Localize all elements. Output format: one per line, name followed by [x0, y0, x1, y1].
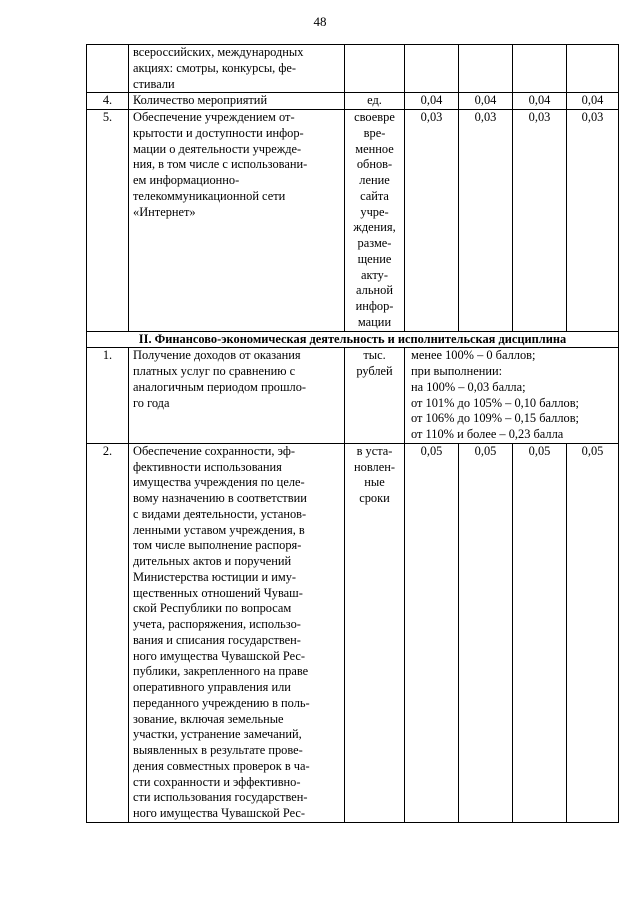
- section-header-row: [87, 331, 619, 348]
- value-cell: 0,05: [513, 443, 567, 822]
- value-cell: 0,05: [459, 443, 513, 822]
- section-title: II. Финансово-экономическая деятельность и исполнительская дисциплина: [87, 331, 619, 348]
- criterion-text: всероссийских, международных акциях: смотры, конкурсы, фе- стивали: [129, 45, 345, 93]
- value-cell: 0,05: [405, 443, 459, 822]
- table-row: [87, 110, 619, 332]
- unit-cell: [345, 45, 405, 93]
- row-number: 4.: [87, 93, 129, 110]
- table-row: [87, 45, 619, 93]
- criterion-text: Обеспечение учреждением от- крытости и доступности инфор- мации о деятельности учрежде- ния, в том числе с использовани- ем информационно- телекоммуникационной сети «Интернет»: [129, 110, 345, 332]
- value-cell: 0,03: [405, 110, 459, 332]
- value-cell: 0,04: [513, 93, 567, 110]
- table-row: [87, 443, 619, 822]
- table-row: [87, 348, 619, 444]
- value-cell: [513, 45, 567, 93]
- value-cell: 0,03: [513, 110, 567, 332]
- criteria-table: [86, 44, 619, 823]
- unit-cell: своевре вре- менное обнов- ление сайта учре- ждения, разме- щение акту- альной инфор- мации: [345, 110, 405, 332]
- value-cell: [405, 45, 459, 93]
- criterion-text: Получение доходов от оказания платных услуг по сравнению с аналогичным периодом прошло- го года: [129, 348, 345, 444]
- value-cell: 0,04: [405, 93, 459, 110]
- value-cell: [567, 45, 619, 93]
- criterion-text: Количество мероприятий: [129, 93, 345, 110]
- criterion-text: Обеспечение сохранности, эф- фективности использования имущества учреждения по целе- вому назначению в соответствии с видами деятельности, установ- ленными уставом учреждения, в том числе выполнение распоря- дительных актов и поручений Министерства юстиции и иму- щественных отношений Чуваш- ской Республики по вопросам учета, распоряжения, использо- вания и списания государствен- ного имущества Чувашской Рес- публики, закрепленного на праве оперативного управления или переданного учреждению в поль- зование, включая земельные участки, устранение замечаний, выявленных в результате прове- дения совместных проверок в ча- сти сохранности и эффективно- сти использования государствен- ного имущества Чувашской Рес-: [129, 443, 345, 822]
- row-number: [87, 45, 129, 93]
- value-cell: [459, 45, 513, 93]
- value-cell: 0,03: [567, 110, 619, 332]
- value-cell: 0,05: [567, 443, 619, 822]
- value-cell: 0,04: [459, 93, 513, 110]
- unit-cell: ед.: [345, 93, 405, 110]
- page-number: 48: [313, 14, 327, 29]
- value-cell: 0,04: [567, 93, 619, 110]
- scoring-scale: менее 100% – 0 баллов; при выполнении: на 100% – 0,03 балла; от 101% до 105% – 0,10 баллов; от 106% до 109% – 0,15 баллов; от 110% и более – 0,23 балла: [405, 348, 619, 444]
- unit-cell: в уста- новлен- ные сроки: [345, 443, 405, 822]
- row-number: 5.: [87, 110, 129, 332]
- value-cell: 0,03: [459, 110, 513, 332]
- table-row: [87, 93, 619, 110]
- row-number: 2.: [87, 443, 129, 822]
- row-number: 1.: [87, 348, 129, 444]
- unit-cell: тыс. рублей: [345, 348, 405, 444]
